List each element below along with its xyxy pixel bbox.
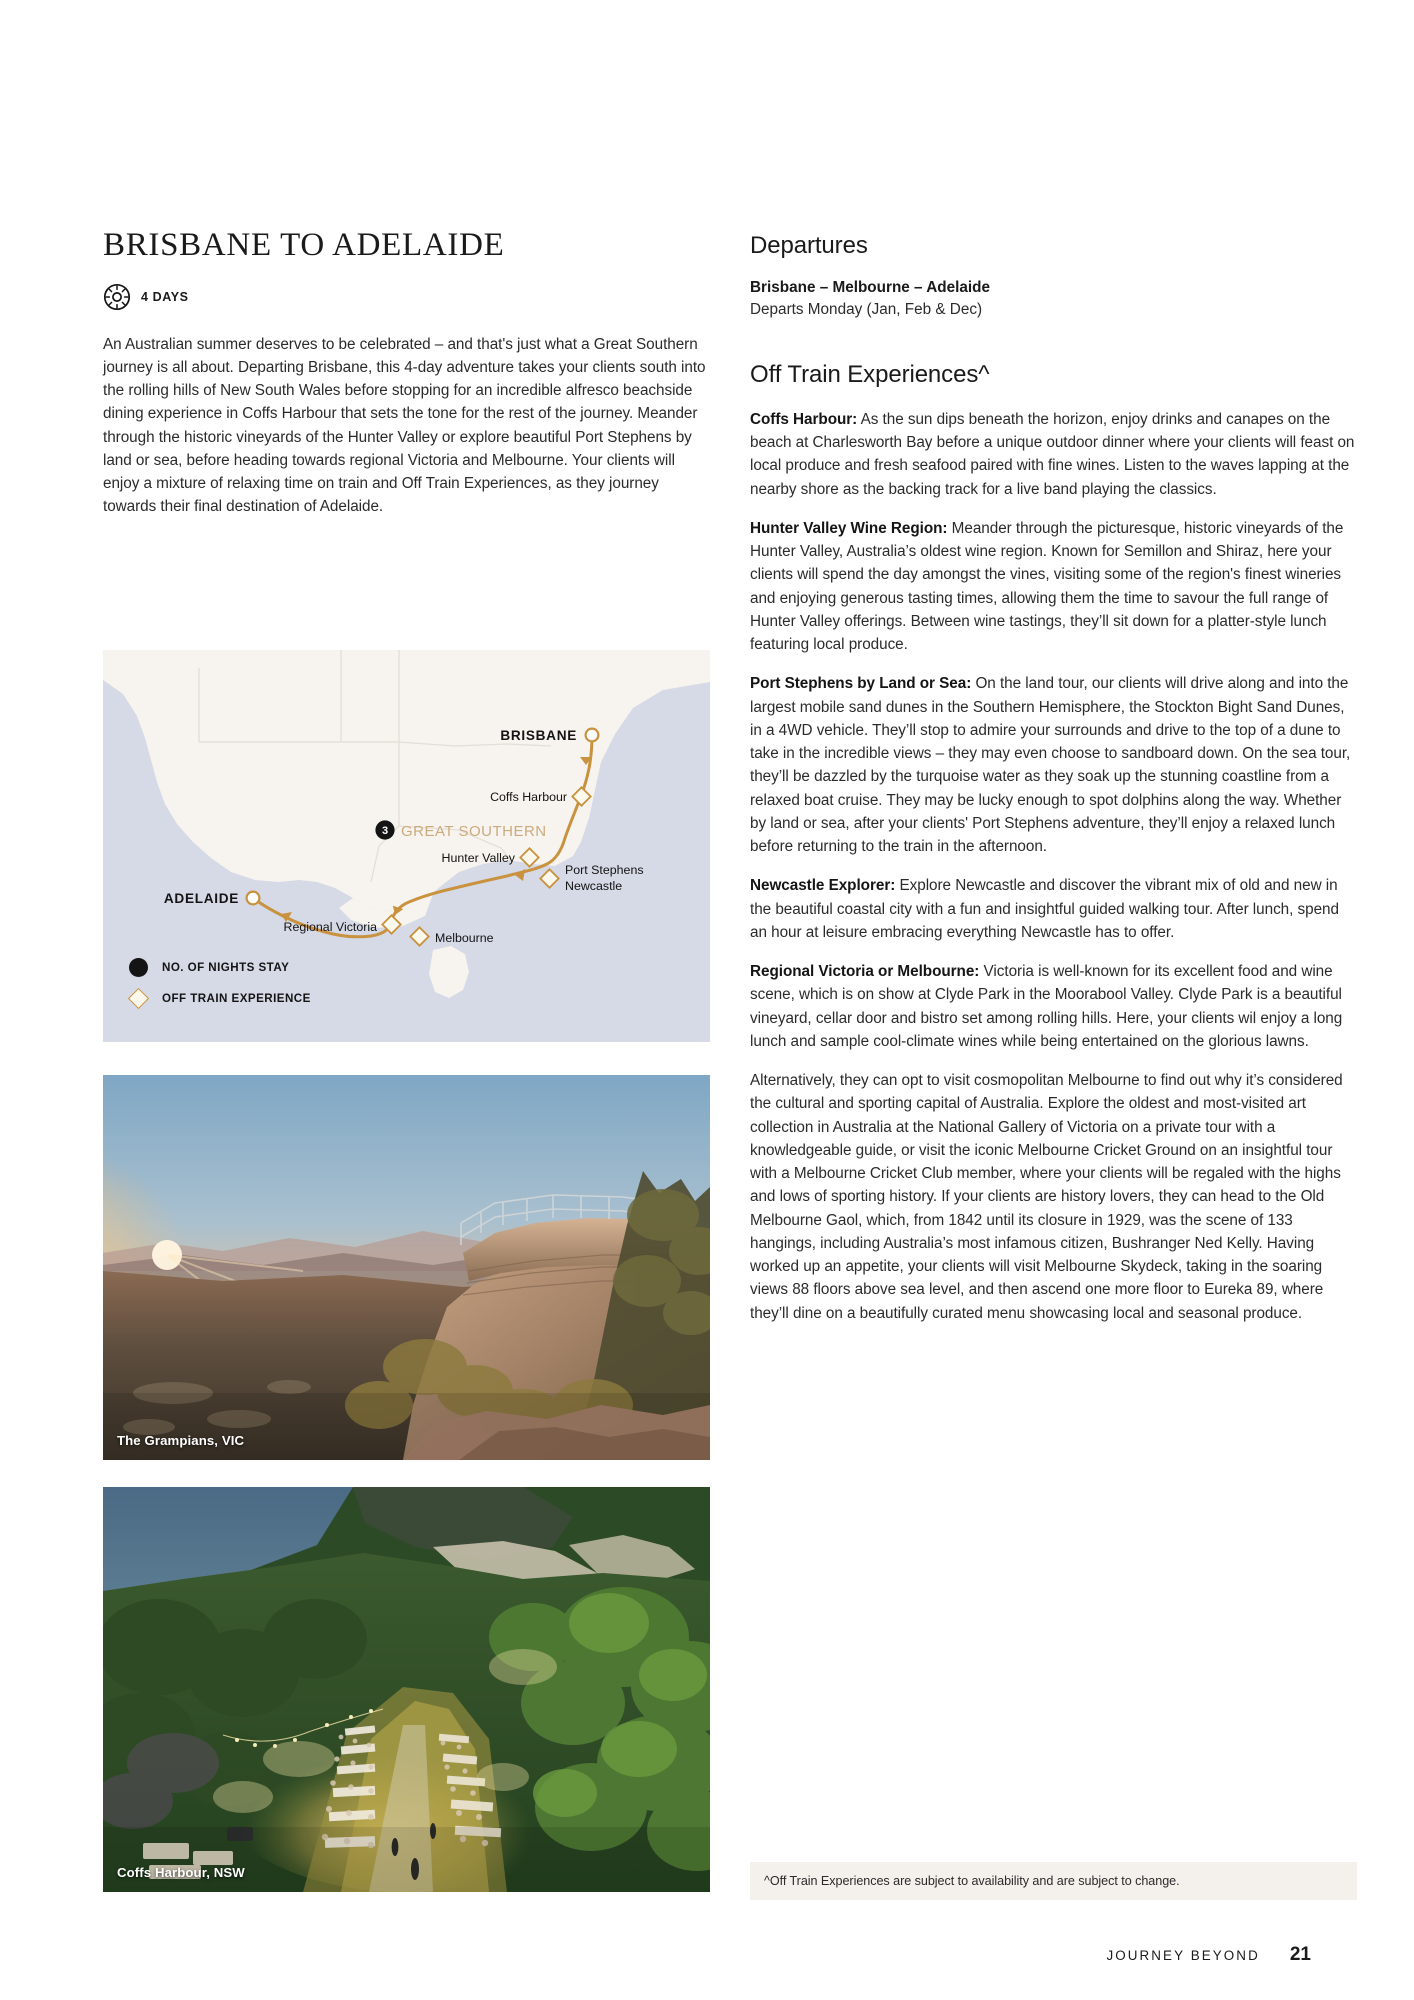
right-column: [750, 232, 1357, 1325]
legend-row-nights: [129, 958, 311, 977]
map-label-coffs-harbour: Coffs Harbour: [490, 790, 567, 804]
map-nights-count: 3: [381, 825, 389, 837]
filled-circle-icon: [129, 958, 148, 977]
photo-coffs-harbour: [103, 1487, 710, 1892]
photo-grampians-graphic: [103, 1075, 710, 1460]
map-label-melbourne: Melbourne: [435, 931, 494, 945]
map-label-port-stephens: Port Stephens: [565, 863, 644, 877]
map-label-newcastle: Newcastle: [565, 879, 623, 893]
map-node-adelaide: [247, 892, 260, 905]
off-train-text-melbourne-alternative: Alternatively, they can opt to visit cosmopolitan Melbourne to find out why it’s considered the cultural and sporting capital of Australia. Explore the oldest and most-visited art collection in Australia at the National Gallery of Victoria on a private tour with a knowledgeable guide, or visit the iconic Melbourne Cricket Ground on an insightful tour with a Melbourne Cricket Club member, where your clients will be regaled with the highs and lows of sporting history. If your clients are history lovers, they can head to the Old Melbourne Gaol, which, from 1842 until its closure in 1929, was the scene of 133 hangings, including Australia’s most infamous citizen, Bushranger Ned Kelly. Having worked up an appetite, your clients will visit Melbourne Skydeck, taking in the soaring views 88 floors above sea level, and then ascend one more floor to Eureka 89, where they’ll dine on a beautifully curated menu showcasing local and seasonal produce.: [750, 1072, 1343, 1322]
off-train-label-hunter-valley: Hunter Valley Wine Region:: [750, 519, 948, 537]
off-train-label-regional-victoria: Regional Victoria or Melbourne:: [750, 963, 980, 981]
sun-icon: [103, 283, 131, 311]
departures-heading: Departures: [750, 232, 868, 259]
off-train-item-port-stephens: [750, 672, 1357, 858]
map-node-brisbane: [586, 729, 599, 742]
map-label-regional-victoria: Regional Victoria: [283, 920, 377, 934]
legend-label-nights: NO. OF NIGHTS STAY: [162, 961, 290, 974]
off-train-label-port-stephens: Port Stephens by Land or Sea:: [750, 675, 972, 693]
duration-badge: [103, 283, 710, 311]
off-train-heading: Off Train Experiences^: [750, 361, 990, 389]
duration-label: 4 DAYS: [141, 289, 189, 304]
route-map: [103, 650, 710, 1042]
off-train-item-melbourne-alternative: [750, 1069, 1357, 1325]
departures-route: Brisbane – Melbourne – Adelaide: [750, 278, 990, 296]
off-train-text-coffs-harbour: As the sun dips beneath the horizon, enjoy drinks and canapes on the beach at Charlesworth Bay before a unique outdoor dinner where your clients will feast on local produce and fresh seafood paired with fine wines. Listen to the waves lapping at the nearby shore as the backing track for a live band playing the classics.: [750, 410, 1355, 498]
map-label-brisbane: BRISBANE: [500, 728, 577, 743]
map-legend: [129, 958, 311, 1020]
disclaimer-note: ^Off Train Experiences are subject to availability and are subject to change.: [750, 1862, 1357, 1900]
off-train-text-newcastle-explorer: Explore Newcastle and discover the vibrant mix of old and new in the beautiful coastal city with a fun and insightful guided walking tour. After lunch, spend an hour at leisure embracing everything Newcastle has to offer.: [750, 877, 1339, 941]
map-label-adelaide: ADELAIDE: [163, 891, 239, 906]
outline-diamond-icon: [128, 988, 149, 1009]
footer-page-number: 21: [1289, 1944, 1311, 1965]
off-train-item-regional-victoria: [750, 960, 1357, 1053]
photo-caption-grampians: The Grampians, VIC: [117, 1433, 245, 1448]
photo-caption-coffs-harbour: Coffs Harbour, NSW: [117, 1865, 245, 1880]
off-train-label-coffs-harbour: Coffs Harbour:: [750, 410, 858, 428]
departures-schedule: Departs Monday (Jan, Feb & Dec): [750, 300, 983, 318]
photo-grampians: [103, 1075, 710, 1460]
page-title: BRISBANE TO ADELAIDE: [103, 227, 505, 263]
photo-coffs-harbour-graphic: [103, 1487, 710, 1892]
map-brand-label: GREAT SOUTHERN: [401, 823, 547, 840]
intro-paragraph: An Australian summer deserves to be celebrated – and that's just what a Great Southern journey is all about. Departing Brisbane, this 4-day adventure takes your clients south into the rolling hills of New South Wales before stopping for an incredible alfresco beachside dining experience in Coffs Harbour that sets the tone for the rest of the journey. Meander through the historic vineyards of the Hunter Valley or explore beautiful Port Stephens by land or sea, before heading towards regional Victoria and Melbourne. Your clients will enjoy a mixture of relaxing time on train and Off Train Experiences, as they journey towards their final destination of Adelaide.: [103, 335, 706, 516]
footer-brand: JOURNEY BEYOND: [1106, 1948, 1260, 1963]
off-train-text-regional-victoria: Victoria is well-known for its excellent food and wine scene, which is on show at Clyde Park in the Moorabool Valley. Clyde Park is a beautiful vineyard, cellar door and bistro set among rolling hills. Here, your clients wil enjoy a long lunch and sample cool-climate wines while being entertained on the glorious lawns.: [750, 963, 1343, 1050]
map-label-hunter-valley: Hunter Valley: [441, 851, 515, 865]
page-footer: [1106, 1944, 1311, 1966]
legend-label-off-train: OFF TRAIN EXPERIENCE: [162, 992, 311, 1005]
off-train-item-newcastle-explorer: [750, 874, 1357, 944]
off-train-text-port-stephens: On the land tour, our clients will drive along and into the largest mobile sand dunes in the Southern Hemisphere, the Stockton Bight Sand Dunes, in a 4WD vehicle. They’ll stop to admire your surrounds and drive to the top of a dune to take in the incredible views – they may even choose to sandboard down. On the sea tour, they’ll be dazzled by the turquoise water as they soak up the stunning coastline from a relaxed boat cruise. They may be lucky enough to spot dolphins along the way. Whether by land or sea, after your clients' Port Stephens adventure, they’ll enjoy a relaxed lunch before returning to the train in the afternoon.: [750, 675, 1351, 856]
off-train-item-coffs-harbour: [750, 408, 1357, 501]
left-column: [103, 228, 710, 519]
legend-row-off-train: [129, 989, 311, 1008]
off-train-label-newcastle-explorer: Newcastle Explorer:: [750, 877, 896, 895]
off-train-text-hunter-valley: Meander through the picturesque, historic vineyards of the Hunter Valley, Australia’s oldest wine region. Known for Semillon and Shiraz, here your clients will spend the day amongst the vines, visiting some of the region's finest wineries and enjoying generous tasting times, allowing them the time to savour the full range of Hunter Valley offerings. Between wine tastings, they’ll sit down for a platter-style lunch featuring local produce.: [750, 519, 1344, 654]
off-train-item-hunter-valley: [750, 517, 1357, 657]
